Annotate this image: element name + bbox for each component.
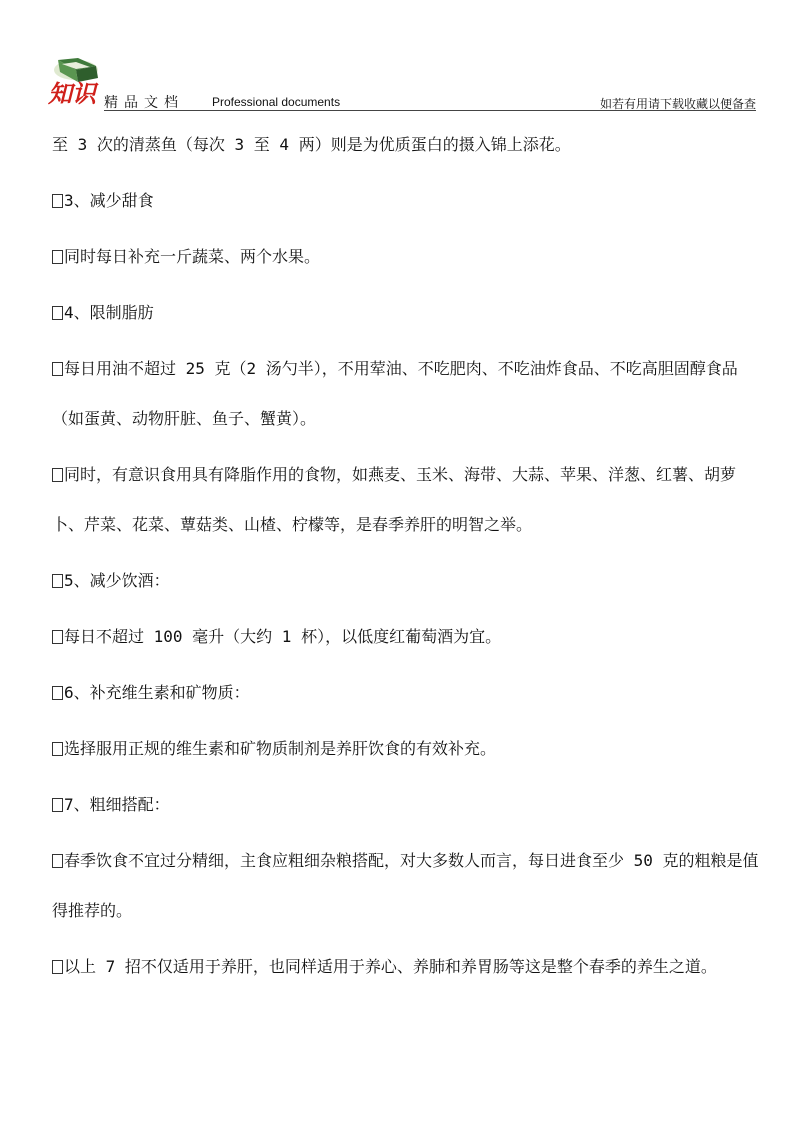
svg-text:知识: 知识 — [48, 79, 96, 108]
document-body — [52, 120, 762, 998]
paragraph-text: 以上 7 招不仅适用于养肝，也同样适用于养心、养肺和养胃肠等这是整个春季的养生之道。 — [64, 957, 717, 976]
paragraph-text: 4、限制脂肪 — [64, 303, 154, 322]
paragraph — [52, 288, 762, 338]
paragraph — [52, 724, 762, 774]
paragraph — [52, 344, 762, 444]
checkbox-glyph-icon — [52, 468, 63, 482]
paragraph-text: 每日用油不超过 25 克（2 汤勺半），不用荤油、不吃肥肉、不吃油炸食品、不吃高胆固醇食品（如蛋黄、动物肝脏、鱼子、蟹黄）。 — [52, 359, 738, 428]
paragraph-text: 同时每日补充一斤蔬菜、两个水果。 — [64, 247, 321, 266]
checkbox-glyph-icon — [52, 250, 63, 264]
checkbox-glyph-icon — [52, 854, 63, 868]
paragraph — [52, 120, 762, 170]
paragraph — [52, 450, 762, 550]
paragraph-text: 6、补充维生素和矿物质： — [64, 683, 250, 702]
paragraph-text: 7、粗细搭配： — [64, 795, 170, 814]
header-note: 如若有用请下载收藏以便备查 — [599, 97, 756, 111]
paragraph — [52, 942, 762, 992]
paragraph — [52, 780, 762, 830]
paragraph-text: 5、减少饮酒： — [64, 571, 170, 590]
paragraph-text: 同时，有意识食用具有降脂作用的食物，如燕麦、玉米、海带、大蒜、苹果、洋葱、红薯、胡萝卜、芹菜、花菜、蕈菇类、山楂、柠檬等，是春季养肝的明智之举。 — [52, 465, 737, 534]
brand-subtitle: Professional documents — [212, 95, 341, 109]
header-divider — [104, 110, 756, 111]
checkbox-glyph-icon — [52, 362, 63, 376]
checkbox-glyph-icon — [52, 798, 63, 812]
paragraph — [52, 612, 762, 662]
paragraph-text: 至 3 次的清蒸鱼（每次 3 至 4 两）则是为优质蛋白的摄入锦上添花。 — [52, 135, 571, 154]
paragraph — [52, 668, 762, 718]
checkbox-glyph-icon — [52, 574, 63, 588]
brand-title: 精品文档 — [104, 95, 184, 111]
checkbox-glyph-icon — [52, 194, 63, 208]
paragraph — [52, 556, 762, 606]
paragraph — [52, 836, 762, 936]
checkbox-glyph-icon — [52, 630, 63, 644]
paragraph-text: 春季饮食不宜过分精细，主食应粗细杂粮搭配，对大多数人而言，每日进食至少 50 克的粗粮是值得推荐的。 — [52, 851, 759, 920]
checkbox-glyph-icon — [52, 742, 63, 756]
paragraph-text: 每日不超过 100 毫升（大约 1 杯），以低度红葡萄酒为宜。 — [64, 627, 502, 646]
page-header — [0, 0, 794, 115]
paragraph — [52, 232, 762, 282]
checkbox-glyph-icon — [52, 960, 63, 974]
book-logo-icon — [46, 56, 102, 108]
paragraph-text: 3、减少甜食 — [64, 191, 154, 210]
paragraph — [52, 176, 762, 226]
paragraph-text: 选择服用正规的维生素和矿物质制剂是养肝饮食的有效补充。 — [64, 739, 497, 758]
checkbox-glyph-icon — [52, 306, 63, 320]
checkbox-glyph-icon — [52, 686, 63, 700]
